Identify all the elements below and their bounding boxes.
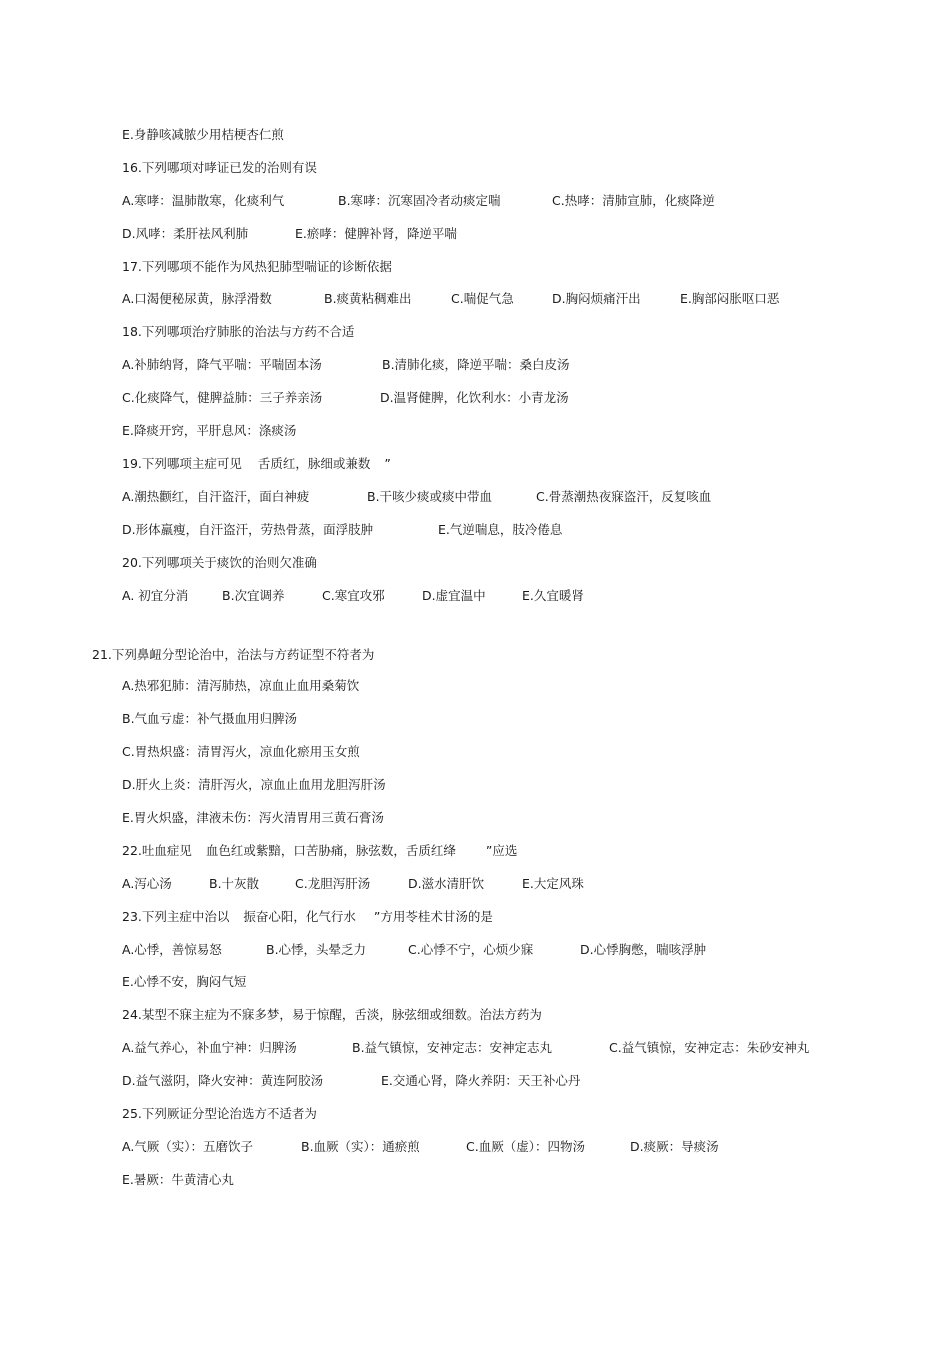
question-23 — [122, 907, 493, 927]
option-e: E.心悸不安，胸闷气短 — [122, 974, 247, 989]
question-17 — [122, 257, 392, 277]
option-c: C.化痰降气，健脾益肺：三子养亲汤 — [122, 390, 323, 405]
question-21-option-e — [122, 808, 384, 828]
option-a: A. 初宜分消 — [122, 588, 189, 603]
question-21-option-a — [122, 676, 359, 696]
question-18-options-3 — [122, 421, 296, 441]
question-quote: 血色红或紫黯，口苦胁痛，脉弦数，舌质红绛 — [205, 843, 456, 858]
option-d: D.温肾健脾，化饮利水：小青龙汤 — [380, 390, 569, 405]
option-d: D.胸闷烦痛汗出 — [552, 291, 641, 306]
option-c: C.热哮：清肺宣肺，化痰降逆 — [552, 193, 715, 208]
option-d: D.益气滋阴，降火安神：黄连阿胶汤 — [122, 1073, 324, 1088]
option-c: C.胃热炽盛：清胃泻火，凉血化瘀用玉女煎 — [122, 744, 360, 759]
question-text: 20.下列哪项关于痰饮的治则欠准确 — [122, 555, 317, 570]
question-20 — [122, 553, 317, 573]
option-e: E.气逆喘息，肢冷倦息 — [438, 522, 563, 537]
option-e: E.瘀哮：健脾补肾，降逆平喘 — [295, 226, 457, 241]
option-b: B.次宜调养 — [222, 588, 285, 603]
option-e: E.暑厥：牛黄清心丸 — [122, 1172, 234, 1187]
option-d: D.肝火上炎：清肝泻火，凉血止血用龙胆泻肝汤 — [122, 777, 386, 792]
option-b: B.十灰散 — [209, 876, 260, 891]
question-22 — [122, 841, 517, 861]
option-e: E.大定风珠 — [522, 876, 584, 891]
option-a: A.心悸，善惊易怒 — [122, 942, 222, 957]
question-text: 18.下列哪项治疗肺胀的治法与方药不合适 — [122, 324, 355, 339]
option-b: B.清肺化痰，降逆平喘：桑白皮汤 — [382, 357, 570, 372]
option-b: B.益气镇惊，安神定志：安神定志丸 — [352, 1040, 553, 1055]
option-a: A.气厥（实）：五磨饮子 — [122, 1139, 254, 1154]
option-a: A.口渴便秘尿黄，脉浮滑数 — [122, 291, 272, 306]
option-b: B.气血亏虚：补气摄血用归脾汤 — [122, 711, 298, 726]
option-e: E.久宜暖肾 — [522, 588, 584, 603]
question-25 — [122, 1104, 317, 1124]
question-text: 22.吐血症见 — [122, 843, 192, 858]
option-a: A.热邪犯肺：清泻肺热，凉血止血用桑菊饮 — [122, 678, 360, 693]
option-b: B.血厥（实）：通瘀煎 — [301, 1139, 420, 1154]
question-24 — [122, 1005, 542, 1025]
option-c: C.龙胆泻肝汤 — [295, 876, 371, 891]
option-c: C.寒宜攻邪 — [322, 588, 385, 603]
option-e: E.胃火炽盛，津液未伤：泻火清胃用三黄石膏汤 — [122, 810, 384, 825]
option-d: D.心悸胸憋，喘咳浮肿 — [580, 942, 707, 957]
question-suffix: ”方用苓桂术甘汤的是 — [373, 909, 493, 924]
question-18 — [122, 322, 354, 342]
question-text: 19.下列哪项主症可见 — [122, 456, 242, 471]
question-21-option-c — [122, 742, 360, 762]
option-b: B.痰黄粘稠难出 — [324, 291, 412, 306]
option-c: C.心悸不宁，心烦少寐 — [408, 942, 534, 957]
option-b: B.干咳少痰或痰中带血 — [367, 489, 493, 504]
question-23-options-2 — [122, 972, 246, 992]
option-d: D.滋水清肝饮 — [408, 876, 485, 891]
question-quote: 振奋心阳，化气行水 — [243, 909, 356, 924]
option-a: A.泻心汤 — [122, 876, 172, 891]
question-suffix: ”应选 — [485, 843, 518, 858]
question-21-option-b — [122, 709, 297, 729]
question-25-options-2 — [122, 1170, 234, 1190]
quote-mark: ” — [384, 456, 391, 471]
option-e: E.胸部闷胀呕口恶 — [680, 291, 780, 306]
question-16 — [122, 158, 317, 178]
option-text: E.身静咳减脓少用桔梗杏仁煎 — [122, 127, 284, 142]
question-text: 25.下列厥证分型论治选方不适者为 — [122, 1106, 317, 1121]
question-text: 24.某型不寐主症为不寐多梦，易于惊醒，舌淡，脉弦细或细数。治法方药为 — [122, 1007, 542, 1022]
option-a: A.补肺纳肾，降气平喘：平喘固本汤 — [122, 357, 322, 372]
option-c: C.益气镇惊，安神定志：朱砂安神丸 — [609, 1040, 810, 1055]
question-text: 23.下列主症中治以 — [122, 909, 230, 924]
question-quote: 舌质红，脉细或兼数 — [257, 456, 371, 471]
option-d: D.形体羸瘦，自汗盗汗，劳热骨蒸，面浮肢肿 — [122, 522, 374, 537]
question-21 — [92, 645, 374, 665]
option-d: D.风哮：柔肝祛风利肺 — [122, 226, 249, 241]
question-text: 17.下列哪项不能作为风热犯肺型喘证的诊断依据 — [122, 259, 392, 274]
option-d: D.痰厥：导痰汤 — [630, 1139, 719, 1154]
question-19 — [122, 454, 391, 474]
question-text: 16.下列哪项对哮证已发的治则有误 — [122, 160, 317, 175]
option-a: A.寒哮：温肺散寒，化痰利气 — [122, 193, 285, 208]
option-d: D.虚宜温中 — [422, 588, 486, 603]
option-e: E.降痰开窍，平肝息风：涤痰汤 — [122, 423, 297, 438]
option-a: A.益气养心，补血宁神：归脾汤 — [122, 1040, 297, 1055]
option-e: E.交通心肾，降火养阴：天王补心丹 — [381, 1073, 581, 1088]
option-a: A.潮热颧红，自汗盗汗，面白神疲 — [122, 489, 310, 504]
question-text: 21.下列鼻衄分型论治中，治法与方药证型不符者为 — [92, 647, 375, 662]
option-c: C.喘促气急 — [451, 291, 514, 306]
option-b: B.寒哮：沉寒固冷者动痰定喘 — [338, 193, 501, 208]
question-21-option-d — [122, 775, 386, 795]
option-line — [122, 125, 284, 145]
option-c: C.血厥（虚）：四物汤 — [466, 1139, 585, 1154]
option-b: B.心悸，头晕乏力 — [266, 942, 367, 957]
option-c: C.骨蒸潮热夜寐盗汗，反复咳血 — [536, 489, 712, 504]
